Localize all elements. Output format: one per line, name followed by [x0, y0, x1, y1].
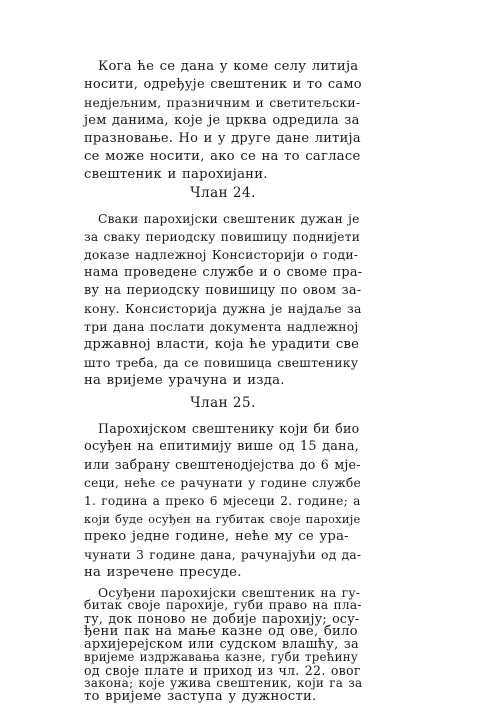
intro-paragraph [84, 58, 362, 184]
text-line: три дана послати документа надлежној [84, 319, 359, 334]
text-line: нама проведене службе и о своме пра- [84, 265, 363, 280]
text-line: закона; које ужива свештеник, који га за [84, 676, 363, 690]
text-line: на вријеме урачуна и изда. [84, 373, 285, 388]
article-25-paragraph-1 [84, 420, 362, 582]
text-line: празновање. Но и у друге дане литија [84, 131, 361, 146]
text-line: Кога ће се дана у коме селу литија [98, 59, 359, 74]
article-25-heading: Члан 25. [190, 395, 256, 411]
text-line: Сваки парохијски свештеник дужан је [98, 212, 360, 226]
text-line: вријеме издржавања казне, губи трећину [84, 650, 359, 664]
text-line: ву на периодску повишицу по овом за- [84, 283, 362, 298]
text-line: за сваку периодску повишицу поднијети [84, 230, 361, 244]
text-line: свештеник и парохијани. [84, 167, 268, 182]
text-line: који буде осуђен на губитак своје парохије [84, 512, 361, 526]
text-line: недјељним, празничним и светитељски- [84, 95, 361, 110]
text-line: ту, док поново не добије парохију; осу- [84, 611, 360, 626]
text-line: јем данима, које је црква одредила за [84, 113, 360, 128]
text-line: Осуђени парохијски свештеник на гу- [98, 585, 361, 600]
text-line: Парохијском свештенику који би био [98, 421, 360, 436]
text-line: осуђен на епитимију више од 15 дана, [84, 439, 360, 454]
text-line: што треба, да се повишица свештенику [84, 355, 359, 370]
article-25-paragraph-2 [84, 586, 362, 703]
article-24-paragraph [84, 210, 362, 390]
text-line: чунати 3 године дана, рачунајући од да- [84, 548, 362, 562]
text-line: од своје плате и приход из чл. 22. овог [84, 663, 361, 678]
text-line: кону. Консисторија дужна је најдаље за [84, 301, 362, 316]
text-line: битак своје парохије, губи право на пла- [84, 598, 362, 612]
article-24-heading: Члан 24. [190, 185, 256, 201]
text-line: то вријеме заступа у дужности. [84, 689, 317, 704]
text-line: 1. година а преко 6 мјесеци 2. године; а [84, 494, 361, 508]
text-line: се може носити, ако се на то сагласе [84, 149, 361, 164]
text-line: на изречене пресуде. [84, 565, 242, 580]
text-line: сеци, неће се рачунати у године службе [84, 476, 361, 490]
text-line: ђени пак на мање казне од ове, било [84, 624, 358, 639]
text-line: или забрану свештенодјејства до 6 мје- [84, 457, 361, 472]
text-line: носити, одређује свештеник и то само [84, 77, 362, 92]
text-line: државној власти, која ће урадити све [84, 337, 360, 352]
text-line: архијерејском или судском влашћу, за [84, 637, 359, 652]
text-line: преко једне године, неће му се ура- [84, 529, 349, 544]
text-line: доказе надлежној Консисторији о годи- [84, 247, 359, 262]
